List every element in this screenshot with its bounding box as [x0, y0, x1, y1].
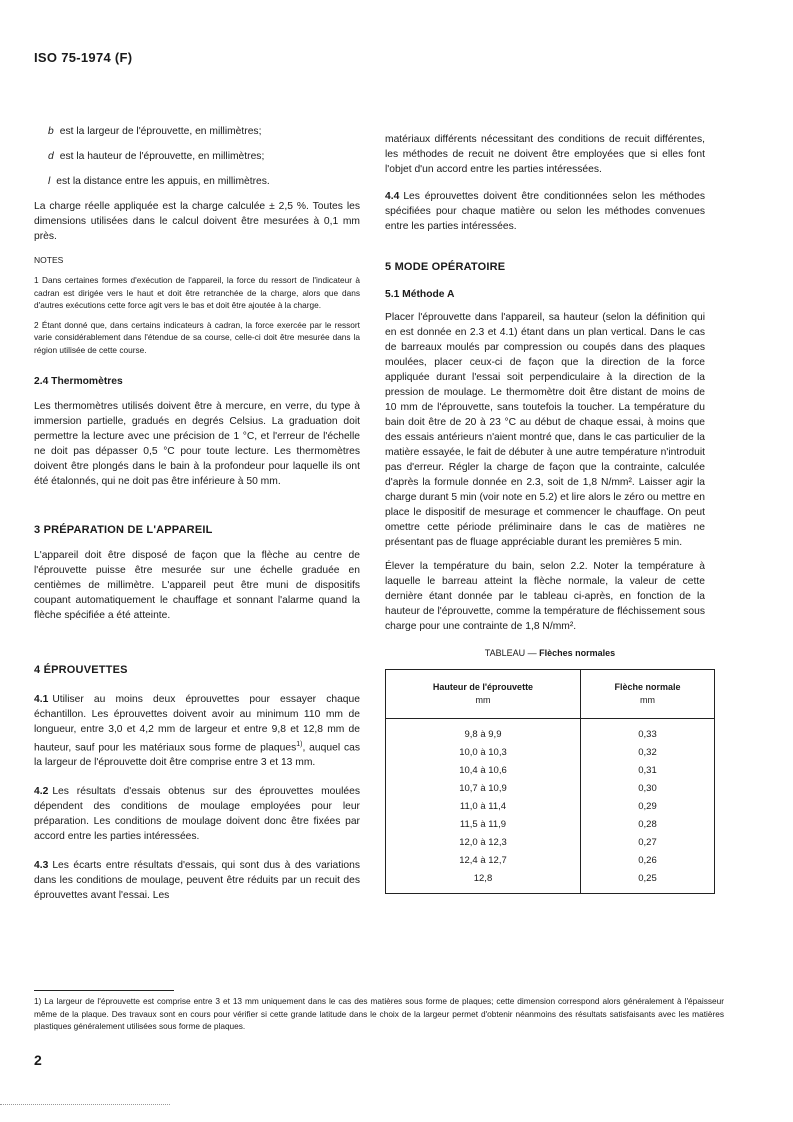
paragraph-4-3-continued: matériaux différents nécessitant des conditions de recuit différentes, les méthodes de recuit ne doivent être employées que si elles font l'objet d'un accord entre les parties intéressées. — [385, 134, 705, 175]
heading-section-5: 5 MODE OPÉRATOIRE — [385, 261, 506, 273]
table-row — [386, 870, 715, 894]
header-label: Hauteur de l'éprouvette — [432, 682, 534, 692]
paragraph-text: Les écarts entre résultats d'essais, qui sont dus à des variations dans les conditions de moulage, peuvent être réduits par un recuit des éprouvettes avant l'essai. Les — [34, 860, 360, 902]
footnote-ref: 1) — [296, 741, 303, 748]
table-row — [386, 834, 715, 852]
symbol-l: l — [48, 176, 51, 187]
deflection-cell: 0,25 — [580, 870, 714, 894]
deflection-cell: 0,26 — [580, 852, 714, 870]
heading-section-4: 4 ÉPROUVETTES — [34, 664, 128, 676]
heading-section-3: 3 PRÉPARATION DE L'APPAREIL — [34, 524, 213, 536]
symbol-b: b — [48, 126, 54, 137]
footnote: 1) La largeur de l'éprouvette est comprise entre 3 et 13 mm uniquement dans le cas des matières sous forme de plaques; cette dimension correspond alors généralement à l'épaisseur même de la plaque. Des travaux sont en cours pour vérifier si cette grande latitude dans le choix de la largeur permet d'obtenir néanmoins des résultats satisfaisants avec les matières plastiques généralement utilisées sous forme de plaques. — [34, 996, 724, 1031]
height-cell: 11,5 à 11,9 — [386, 816, 581, 834]
notes-title: NOTES — [34, 255, 64, 265]
header-unit: mm — [639, 695, 655, 705]
height-cell: 11,0 à 11,4 — [386, 798, 581, 816]
height-cell: 10,7 à 10,9 — [386, 780, 581, 798]
deflection-cell: 0,27 — [580, 834, 714, 852]
deflection-cell: 0,28 — [580, 816, 714, 834]
paragraph-4-1 — [34, 692, 360, 770]
table-row — [386, 798, 715, 816]
heading-2-4: 2.4 Thermomètres — [34, 376, 123, 387]
table-row — [386, 762, 715, 780]
document-code: ISO 75-1974 (F) — [34, 50, 133, 65]
thermometers-paragraph: Les thermomètres utilisés doivent être à mercure, en verre, du type à immersion partielle, gradués en degrés Celsius. La graduation doit permettre la lecture avec une précision de 1 °C, et l'erreur de l'échelle ne doit pas dépasser 0,5 °C pour toute lecture. Les thermomètres doivent être plongés dans le bain à la profondeur pour laquelle ils ont été étalonnés, qui ne doit pas être inférieure à 50 mm. — [34, 401, 360, 487]
height-cell: 10,0 à 10,3 — [386, 744, 581, 762]
deflection-cell: 0,31 — [580, 762, 714, 780]
deflection-cell: 0,32 — [580, 744, 714, 762]
definition-l — [48, 174, 360, 189]
page-number: 2 — [34, 1052, 42, 1068]
load-paragraph: La charge réelle appliquée est la charge calculée ± 2,5 %. Toutes les dimensions utilisées dans le calcul doivent être mesurées à 0,1 mm près. — [34, 201, 360, 242]
table-caption — [385, 646, 715, 661]
section-3-paragraph: L'appareil doit être disposé de façon que la flèche au centre de l'éprouvette puisse être mesurée sur une échelle graduée en centièmes de millimètre. L'appareil peut être muni de dispositifs coupant automatiquement le chauffage et sonnant l'alarme quand la flèche spécifiée a été atteinte. — [34, 550, 360, 621]
footnote-rule — [34, 990, 174, 991]
paragraph-5-1-a: Placer l'éprouvette dans l'appareil, sa hauteur (selon la définition qui en est donnée en 2.3 et 4.1) étant dans un plan vertical. Dans le cas de barreaux moulés par compression ou coupés dans des plaques moulées, placer ceux-ci de façon que la direction de la force appliquée durant l'essai soit perpendiculaire à la direction de la pression de moulage. Le thermomètre doit être distant de moins de 10 mm de l'éprouvette, sans toutefois la toucher. La température du bain doit être de 20 à 23 °C au début de chaque essai, à moins que des essais antérieurs n'aient montré que, dans le cas particulier de la matière essayée, le fait de débuter à une autre température n'introduit pas d'erreur. Régler la charge de façon que la contrainte, calculée d'après la formule donnée en 2.3, soit de 1,8 N/mm². Laisser agir la charge durant 5 min (voir note en 5.2) et lire alors le zéro ou mettre en place le dispositif de mesurage et commencer le chauffage. On peut omettre cette période préliminaire dans le cas de matières ne présentant pas de fluage appréciable durant les premières 5 min. — [385, 312, 705, 548]
column-header-deflection — [580, 670, 714, 719]
header-unit: mm — [475, 695, 491, 705]
paragraph-text: Utiliser au moins deux éprouvettes pour essayer chaque échantillon. Les éprouvettes doivent avoir au minimum 110 mm de longueur, entre 3,0 et 4,2 mm de largeur et entre 9,8 et 12,8 mm de hauteur, sauf pour les matériaux sous forme de plaques — [34, 694, 360, 754]
height-cell: 12,4 à 12,7 — [386, 852, 581, 870]
header-label: Flèche normale — [614, 682, 681, 692]
clause-number: 4.2 — [34, 786, 49, 798]
definition-d — [48, 149, 360, 164]
paragraph-text: Les résultats d'essais obtenus sur des éprouvettes moulées dépendent des conditions de moulage employées pour leur préparation. Les conditions de moulage doivent donc être fixées par accord entre les parties intéressées. — [34, 786, 360, 843]
deflection-table — [385, 669, 715, 894]
symbol-d: d — [48, 151, 54, 162]
note-2: 2 Étant donné que, dans certains indicateurs à cadran, la force exercée par le ressort varie considérablement dans l'étendue de sa course, celle-ci doit être mesurée dans la région utilisée de cette course. — [34, 319, 360, 355]
paragraph-4-2 — [34, 784, 360, 844]
paragraph-text: , auquel cas la largeur de l'éprouvette doit être comprise entre 3 et 13 mm. — [34, 742, 360, 769]
clause-number: 4.3 — [34, 860, 49, 872]
deflection-cell: 0,30 — [580, 780, 714, 798]
caption-prefix: TABLEAU — — [484, 648, 540, 658]
definition-text: est la largeur de l'éprouvette, en millimètres; — [59, 126, 262, 137]
paragraph-4-4 — [385, 189, 705, 234]
scan-artifact — [0, 1104, 170, 1107]
column-header-height — [386, 670, 581, 719]
caption-title: Flèches normales — [539, 648, 616, 658]
table-row — [386, 816, 715, 834]
table-row — [386, 744, 715, 762]
table-row — [386, 780, 715, 798]
definition-b — [48, 124, 360, 139]
paragraph-text: Les éprouvettes doivent être conditionnées selon les méthodes spécifiées pour chaque matière ou selon les méthodes convenues entre les parties intéressées. — [385, 191, 705, 232]
height-cell: 12,0 à 12,3 — [386, 834, 581, 852]
definition-text: est la hauteur de l'éprouvette, en millimètres; — [59, 151, 265, 162]
height-cell: 9,8 à 9,9 — [386, 719, 581, 745]
height-cell: 12,8 — [386, 870, 581, 894]
height-cell: 10,4 à 10,6 — [386, 762, 581, 780]
paragraph-4-3 — [34, 858, 360, 903]
left-column — [34, 124, 360, 912]
deflection-cell: 0,29 — [580, 798, 714, 816]
note-1: 1 Dans certaines formes d'exécution de l'appareil, la force du ressort de l'indicateur à cadran est dirigée vers le haut et doit être retranchée de la charge, alors que dans d'autres exécutions cette force agit vers le bas et doit être ajoutée à la charge. — [34, 275, 360, 310]
clause-number: 4.1 — [34, 694, 49, 705]
right-column — [385, 132, 705, 894]
table-row — [386, 852, 715, 870]
clause-number: 4.4 — [385, 191, 400, 202]
deflection-cell: 0,33 — [580, 719, 714, 745]
paragraph-5-1-b: Élever la température du bain, selon 2.2. Noter la température à laquelle le barreau atteint la flèche normale, la valeur de cette dernière étant donnée par le tableau ci-après, en fonction de la hauteur de l'éprouvette, comme la température de fléchissement sous charge pour une contrainte de 1,8 N/mm². — [385, 561, 705, 632]
table-row — [386, 719, 715, 745]
definition-text: est la distance entre les appuis, en millimètres. — [56, 176, 270, 187]
heading-5-1: 5.1 Méthode A — [385, 289, 455, 300]
